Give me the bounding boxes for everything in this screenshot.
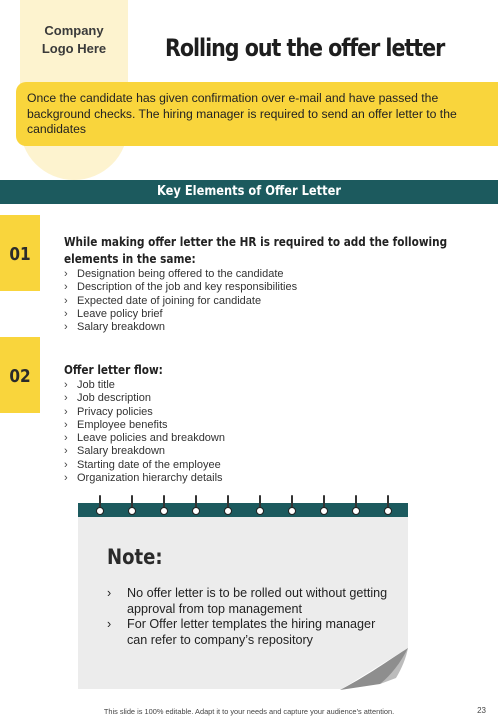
note-title: Note: bbox=[107, 545, 163, 569]
company-logo bbox=[20, 22, 128, 58]
block-01-list bbox=[64, 268, 297, 334]
list-item: › Salary breakdown bbox=[64, 445, 225, 458]
spiral-ring-icon bbox=[256, 495, 264, 517]
list-item: › For Offer letter templates the hiring manager can refer to company’s repository bbox=[107, 617, 392, 648]
list-item: › Privacy policies bbox=[64, 406, 225, 419]
footer-text: This slide is 100% editable. Adapt it to your needs and capture your audience’s attention. bbox=[103, 707, 395, 716]
spiral-ring-icon bbox=[224, 495, 232, 517]
spiral-ring-icon bbox=[160, 495, 168, 517]
spiral-ring-icon bbox=[320, 495, 328, 517]
spiral-ring-icon bbox=[192, 495, 200, 517]
spiral-ring-icon bbox=[128, 495, 136, 517]
list-item: › Leave policies and breakdown bbox=[64, 432, 225, 445]
block-02-list bbox=[64, 379, 225, 485]
page-number: 23 bbox=[477, 706, 486, 715]
list-item: › Description of the job and key responsibilities bbox=[64, 281, 297, 294]
note-list bbox=[107, 586, 392, 648]
spiral-ring-icon bbox=[352, 495, 360, 517]
spiral-ring-icon bbox=[384, 495, 392, 517]
block-01-heading-line-2: elements in the same: bbox=[64, 252, 196, 266]
page-title: Rolling out the offer letter bbox=[165, 34, 445, 62]
list-item: › Job title bbox=[64, 379, 225, 392]
list-item: › Leave policy brief bbox=[64, 308, 297, 321]
logo-line-2: Logo Here bbox=[41, 41, 107, 56]
section-title: Key Elements of Offer Letter bbox=[156, 184, 342, 199]
spiral-ring-icon bbox=[96, 495, 104, 517]
spiral-ring-icon bbox=[288, 495, 296, 517]
list-item: › Expected date of joining for candidate bbox=[64, 295, 297, 308]
list-item: › Job description bbox=[64, 392, 225, 405]
number-label-01: 01 bbox=[9, 244, 31, 265]
list-item: › Salary breakdown bbox=[64, 321, 297, 334]
intro-text: Once the candidate has given confirmation over e-mail and have passed the background checks. The hiring manager is required to send an offer letter to the candidates bbox=[27, 91, 457, 136]
list-item: › No offer letter is to be rolled out without getting approval from top management bbox=[107, 586, 392, 617]
list-item: › Starting date of the employee bbox=[64, 459, 225, 472]
logo-line-1: Company bbox=[44, 23, 104, 38]
block-01-heading-line-1: While making offer letter the HR is required to add the following bbox=[64, 235, 448, 249]
block-02-heading: Offer letter flow: bbox=[64, 363, 163, 377]
list-item: › Designation being offered to the candidate bbox=[64, 268, 297, 281]
number-label-02: 02 bbox=[9, 366, 31, 387]
page-curl-icon bbox=[340, 648, 408, 690]
list-item: › Organization hierarchy details bbox=[64, 472, 225, 485]
list-item: › Employee benefits bbox=[64, 419, 225, 432]
